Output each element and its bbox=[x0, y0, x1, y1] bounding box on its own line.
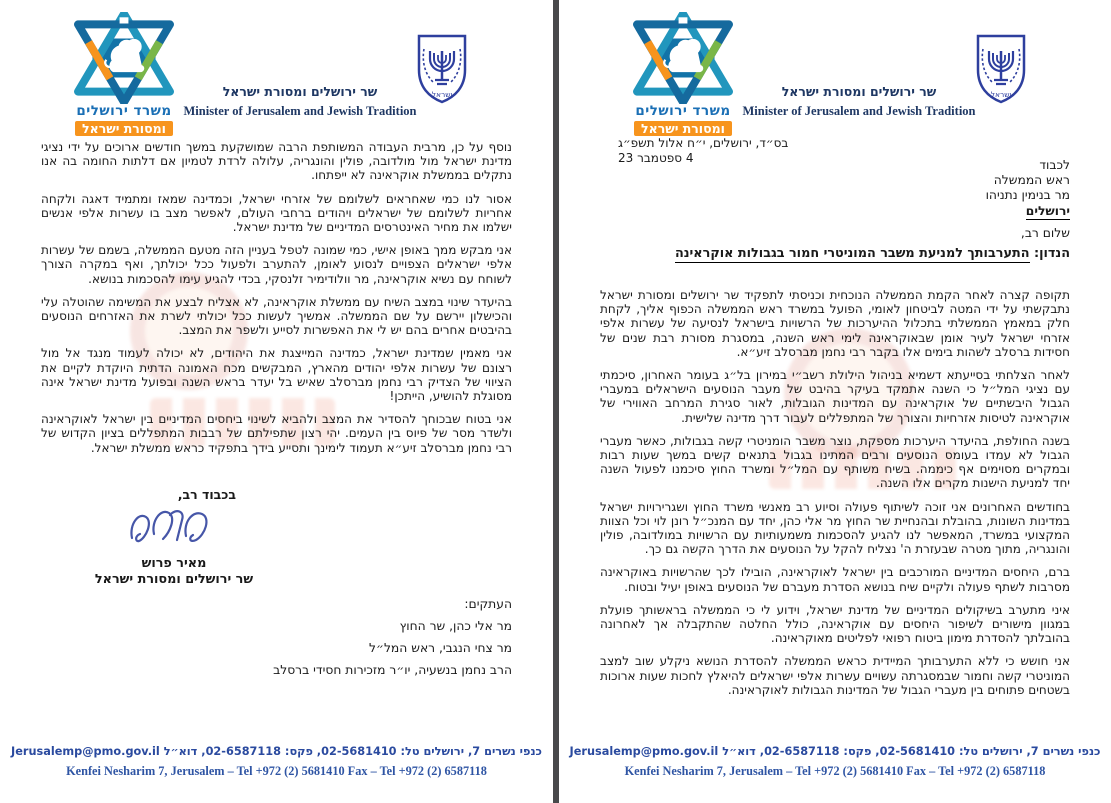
signer-name: מאיר פרוש bbox=[141, 556, 207, 571]
paragraph: נוסף על כן, מרבית העבודה המשותפת הרבה שמושקעת במשך חודשים ארוכים על ידי נציגי מדינת ישראל מול מולדובה, פולין והונגריה, עלולה לרדת לטמיון אם דלתות החומה בה אנו נתקלים בממשלת אוקראינה לא ייפתחו. bbox=[41, 140, 512, 183]
addressee-block bbox=[986, 158, 1070, 220]
paragraph: תקופה קצרה לאחר הקמת הממשלה הנוכחית וכניסתי לתפקיד שר ירושלים ומסורת ישראל נתבקשתי על ידי המטה לביטחון לאומי, הפועל במשרד ראש הממשלה הכפוף אליך, לקחת חלק במאמץ הממשלתי בתכלול ההיערכות של הרשויות בישראל לנסיעה של עשרות אלפי אזרחי ישראל לעיר אומן שבאוקראינה לימי ראש השנה, במסגרת מסורת רבת שנים של חסידות ברסלב לשהות בימים אלו בקבר רבי נחמן מברסלב זיע״א. bbox=[600, 288, 1070, 359]
paragraph: אני מבקש ממך באופן אישי, כמי שמונה לטפל בעניין הזה מטעם הממשלה, בשמם של עשרות אלפי ישראלים הצפויים לנסוע לאומן, להתערב ולפעול ככל יכולתך, ואף במקרה הצורך לשוחח עם נשיא אוקראינה, מר וולודימיר זלנסקי, בכדי להגיע עימו להסכמות בנושא. bbox=[41, 243, 512, 286]
footer-address-hebrew: כנפי נשרים 7, ירושלים טל: 02-5681410, פקס: 02-6587118, דוא״ל Jerusalemp@pmo.gov.il bbox=[11, 745, 542, 758]
paragraph: אני מאמין שמדינת ישראל, כמדינה המייצגת את היהודים, לא יכולה לעמוד מנגד אל מול רצונם של עשרות אלפי יהודים מהארץ, המבקשים מכח האמונה הדתית היוקדת לקיים את הציווי של הצדיק רבי נחמן מברסלב שאיש בל יעדר בראש השנה ובפועל מדינת ישראל אינה מסוגלת להושיע, הייתכן! bbox=[41, 346, 512, 404]
closing-salutation: בכבוד רב, bbox=[177, 487, 236, 502]
ministry-logo-caption: משרד ירושלים bbox=[76, 103, 172, 119]
date-hebrew: בס״ד, ירושלים, י״ח אלול תשפ״ג bbox=[618, 136, 789, 150]
letterhead-title bbox=[150, 84, 450, 119]
addressee-line: לכבוד bbox=[1039, 158, 1070, 172]
ministry-logo-caption2: ומסורת ישראל bbox=[75, 121, 173, 136]
signer-title: שר ירושלים ומסורת ישראל bbox=[94, 572, 254, 587]
footer-address-hebrew: כנפי נשרים 7, ירושלים טל: 02-5681410, פקס: 02-6587118, דוא״ל Jerusalemp@pmo.gov.il bbox=[569, 745, 1101, 758]
minister-title-english: Minister of Jerusalem and Jewish Tradition bbox=[742, 104, 976, 118]
letterhead-title bbox=[709, 84, 1009, 119]
ministry-logo-caption: משרד ירושלים bbox=[635, 103, 731, 119]
israel-state-emblem-icon bbox=[416, 33, 468, 105]
emblem-label: ישראל bbox=[431, 90, 453, 99]
page-footer bbox=[559, 743, 1111, 782]
footer-address-english: Kenfei Nesharim 7, Jerusalem – Tel +972 (2) 5681410 Fax – Tel +972 (2) 6587118 bbox=[624, 764, 1046, 778]
copies-item: מר אלי כהן, שר החוץ bbox=[399, 619, 512, 633]
minister-title-hebrew: שר ירושלים ומסורת ישראל bbox=[781, 84, 937, 99]
paragraph: לאחר הצלחתי בסייעתא דשמיא בניהול הילולת רשב״י במירון בל״ג בעומר האחרון, סיכמתי עם נציגי המל״ל כי השנה אתמקד בעיקר בהיבט של מעבר הנוסעים הישראלים במעברי הגבול היבשתיים של אוקראינה עם המדינות הגובלות, לאור סגירת המרחב האווירי של אוקראינה לטיסות אזרחיות והצורך של המתפללים לעבור דרך מדינה שלישית. bbox=[600, 368, 1070, 425]
date-block bbox=[618, 136, 788, 166]
copies-label: העתקים: bbox=[464, 597, 512, 611]
handwritten-signature bbox=[124, 504, 224, 554]
copies-list bbox=[273, 593, 512, 681]
minister-title-hebrew: שר ירושלים ומסורת ישראל bbox=[222, 84, 378, 99]
paragraph: אני בטוח שבכוחך להסדיר את המצב ולהביא לשינוי ביחסים המדיניים בין ישראל לאוקראינה ולשדר מסר של פיוס בין העמים. יהי רצון שתפילתם של רבבות המתפללים בציון הקדוש של רבי נחמן מברסלב זיע״א תעמוד לימינך ותסייע בידך בתפקיד כראש ממשלת ישראל. bbox=[41, 412, 512, 455]
paragraph: אסור לנו כמי שאחראים לשלומם של אזרחי ישראל, וכמדינה שמאז ומתמיד דאגה ולקחה אחריות לשלומם של ישראלים ויהודים ברחבי העולם, לאפשר מצב בו עשרות אלפי אנשים ישלמו את מחיר האינטרסים המדיניים של מדינת ישראל. bbox=[41, 191, 512, 235]
letter-page-2 bbox=[0, 0, 553, 803]
minister-title-english: Minister of Jerusalem and Jewish Tradition bbox=[183, 104, 417, 118]
signature-block bbox=[88, 487, 260, 587]
paragraph: איני מתערב בשיקולים המדיניים של מדינת ישראל, וידוע לי כי הממשלה בראשותך פועלת במגוון מישורים לשיפור היחסים עם אוקראינה, כולל החלטה שהתקבלה אך לאחרונה בהובלתך להסדרת מימון ביטוח רפואי לפליטים מאוקראינה. bbox=[600, 602, 1070, 646]
ministry-logo-caption2: ומסורת ישראל bbox=[634, 121, 732, 136]
copies-item: הרב נחמן בנשעיה, יו״ר מזכירות חסידי ברסלב bbox=[273, 663, 512, 677]
subject-label: הנדון: bbox=[1029, 246, 1070, 261]
date-gregorian: 4 ספטמבר 23 bbox=[618, 151, 694, 165]
paragraph: אני חושש כי ללא התערבותך המיידית כראש הממשלה להסדרת הנושא ניקלע שוב למצב המוניטרי קשה וחמור שבמסגרתה עשויים עשרות אלפי ישראלים להיאלץ לחכות שעות ארוכות בשטחים פתוחים בין מעברי הגבול של המדינות הגבולות לאוקראינה. bbox=[600, 654, 1070, 697]
israel-state-emblem-icon bbox=[975, 33, 1027, 105]
paragraph: בחודשים האחרונים אני זוכה לשיתוף פעולה וסיוע רב מאנשי משרד החוץ ושגרירויות ישראל במדינות השונות, בהובלת ובהנחיית שר החוץ מר אלי כהן, יחד עם המנכ״ל רונן לוי וכל הצוות המקצועי במשרד, המאפשר לנו להגיע להסכמות משמעותיות עם הרשויות במולדובה, פולין והונגריה, מתוך מטרה שבעזרת ה' נצליח להקל על הנוסעים את הדרך הקשה גם כך. bbox=[600, 499, 1070, 557]
addressee-city: ירושלים bbox=[1026, 204, 1070, 220]
greeting: שלום רב, bbox=[1020, 226, 1070, 240]
paragraph: בהיעדר שינוי במצב השיח עם ממשלת אוקראינה, לא אצליח לבצע את המשימה שהוטלה עלי והכישלון יירשם על שם הממשלה. אמשיך לעשות ככל יכולתי לשרת את האזרחים הנוסעים בהיבטים אחרים בהם יש לי את האפשרות לסייע ולשפר את המצב. bbox=[41, 294, 512, 338]
paragraph: בשנה החולפת, בהיעדר היערכות מספקת, נוצר משבר הומניטרי קשה בגבולות, כאשר מעברי הגבול לא עמדו בעומס הנוסעים ורבים המתינו בגבול בתנאים קשים במשך שעות רבות ובמקרים מסוימים אף כיממה. בשיח משותף עם המל״ל ומשרד החוץ סיכמנו לפעול השנה יחד למניעת הישנות מקרים אלו השנה. bbox=[600, 433, 1070, 491]
letter-body-page1 bbox=[600, 288, 1070, 706]
letter-page-1 bbox=[559, 0, 1111, 803]
subject-line bbox=[600, 246, 1070, 261]
paragraph: ברם, היחסים המדיניים המורכבים בין ישראל לאוקראינה, הובילו לכך שהרשויות באוקראינה מסרבות לשתף פעולה ולקיים שיח בנושא הסדרת מעברם של הנוסעים באופן יעיל ובטוח. bbox=[600, 565, 1070, 594]
emblem-label: ישראל bbox=[990, 90, 1012, 99]
addressee-line: מר בנימין נתניהו bbox=[985, 188, 1070, 203]
footer-address-english: Kenfei Nesharim 7, Jerusalem – Tel +972 (2) 5681410 Fax – Tel +972 (2) 6587118 bbox=[66, 764, 487, 778]
addressee-line: ראש הממשלה bbox=[993, 173, 1070, 188]
copies-item: מר צחי הנגבי, ראש המל״ל bbox=[369, 641, 512, 655]
letter-body-page2 bbox=[41, 140, 512, 464]
subject-text: התערבותך למניעת משבר המוניטרי חמור בגבולות אוקראינה bbox=[674, 246, 1030, 261]
page-footer bbox=[0, 743, 553, 782]
